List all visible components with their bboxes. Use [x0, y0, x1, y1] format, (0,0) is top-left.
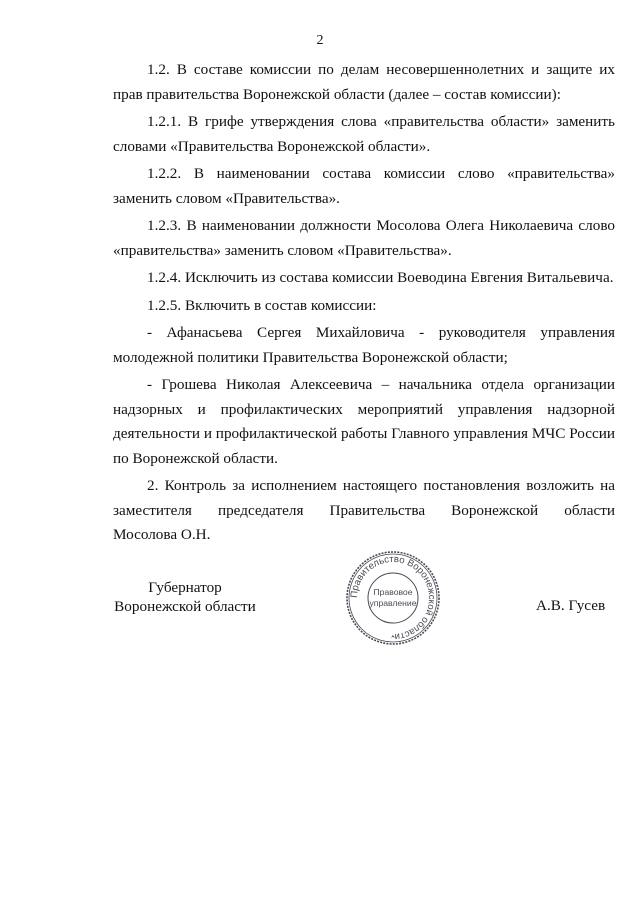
stamp-ring-text: Правительство Воронежской области [348, 553, 438, 643]
signatory-title [112, 578, 258, 616]
paragraph-1-2: 1.2. В составе комиссии по делам несовершеннолетних и защите их прав правительства Воронежской области (далее – состав комиссии): [113, 61, 615, 103]
paragraph-afanasyev: - Афанасьева Сергея Михайловича - руководителя управления молодежной политики Правительства Воронежской области; [113, 324, 615, 366]
paragraph-2-line-3: Мосолова О.Н. [113, 526, 211, 543]
signatory-name: А.В. Гусев [536, 597, 606, 614]
paragraph-1-2-2: 1.2.2. В наименовании состава комиссии слово «правительства» заменить словом «Правительства». [113, 165, 615, 207]
page-number: 2 [316, 33, 324, 48]
signatory-title-line-2: Воронежской области [114, 598, 256, 615]
paragraph-1-2-1: 1.2.1. В грифе утверждения слова «правительства области» заменить словами «Правительства Воронежской области». [113, 113, 615, 155]
paragraph-2-line-1: 2. Контроль за исполнением настоящего постановления возложить на [147, 477, 615, 494]
signatory-title-line-1: Губернатор [148, 579, 222, 596]
stamp-center-line-1: Правовое [373, 587, 413, 597]
signature-block [0, 578, 640, 658]
paragraph-2-line-2: заместителя председателя Правительства Воронежской области [113, 501, 615, 519]
paragraph-1-2-5: 1.2.5. Включить в состав комиссии: [147, 296, 377, 314]
document-body [113, 58, 615, 551]
stamp-star-icon [391, 635, 395, 638]
paragraph-1-2-4: 1.2.4. Исключить из состава комиссии Воеводина Евгения Витальевича. [147, 269, 614, 286]
legal-department-stamp [345, 550, 441, 646]
paragraph-groshev: - Грошева Николая Алексеевича – начальника отдела организации надзорных и профилактических мероприятий управления надзорной деятельности и профилактической работы Главного управления МЧС России по Воронежской области. [113, 376, 615, 467]
stamp-center-line-2: управление [369, 598, 417, 608]
paragraph-1-2-3: 1.2.3. В наименовании должности Мосолова Олега Николаевича слово «правительства» заменить словом «Правительства». [113, 217, 615, 259]
